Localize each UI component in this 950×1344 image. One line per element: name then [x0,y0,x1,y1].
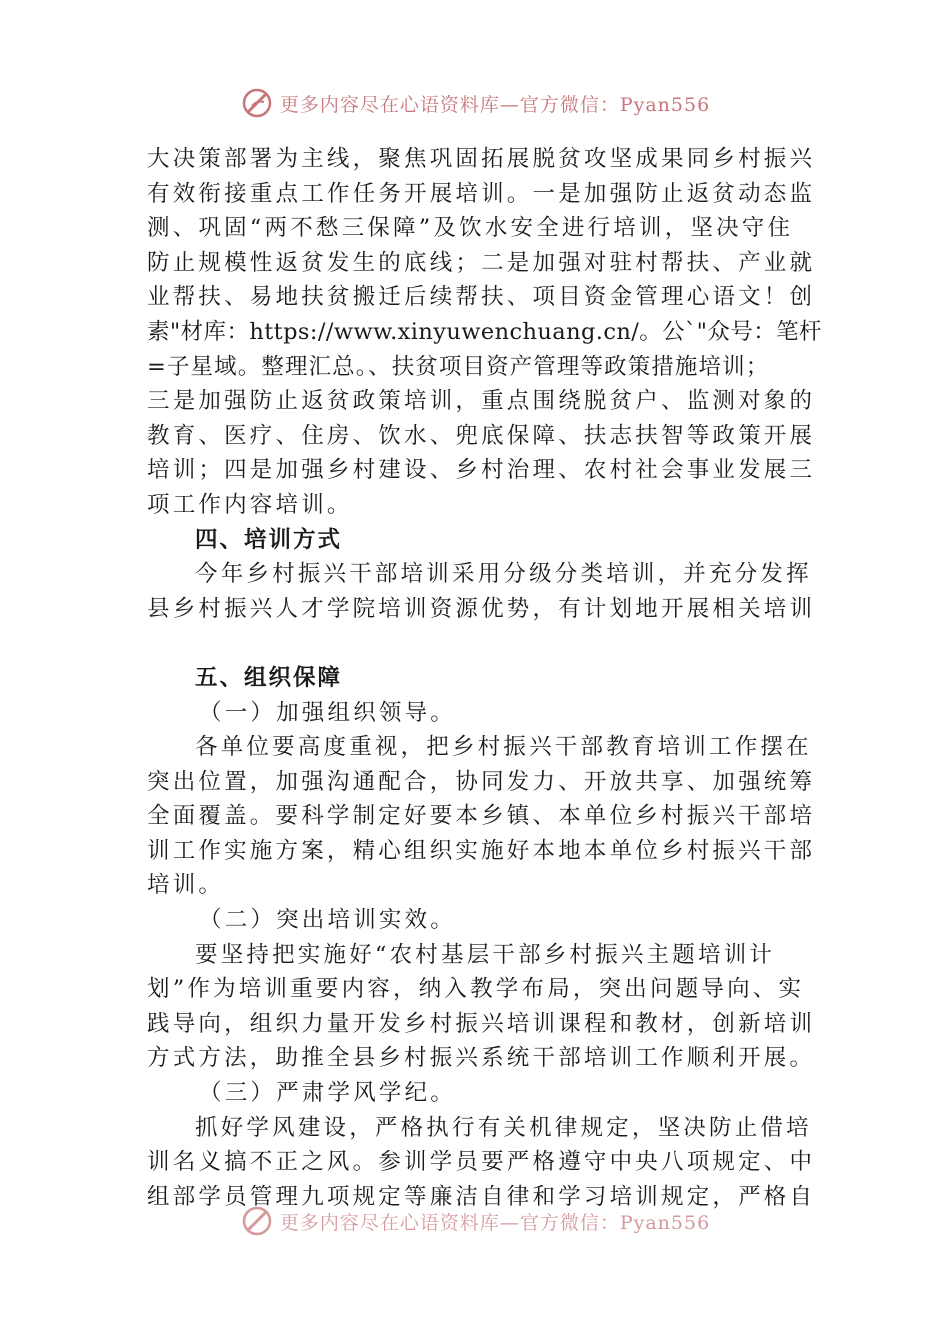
section-heading-4: 四、培训方式 [195,526,343,553]
subheading-1: （一）加强组织领导。 [199,699,457,726]
footer-watermark [0,1206,950,1236]
paragraph-line: 方式方法，助推全县乡村振兴系统干部培训工作顺利开展。 [147,1045,816,1072]
paragraph-line: 县乡村振兴人才学院培训资源优势，有计划地开展相关培训 [147,595,816,622]
paragraph-line: 践导向，组织力量开发乡村振兴培训课程和教材，创新培训 [147,1010,816,1037]
paragraph-line: 素"材库：https://www.xinyuwenchuang.cn/。公`"众号：笔杆 [147,318,822,345]
paragraph-line: 大决策部署为主线，聚焦巩固拓展脱贫攻坚成果同乡村振兴 [147,146,816,172]
paragraph-line: 训工作实施方案，精心组织实施好本地本单位乡村振兴干部 [147,837,816,864]
paragraph-line: 突出位置，加强沟通配合，协同发力、开放共享、加强统筹 [147,768,816,795]
paragraph-line: 教育、医疗、住房、饮水、兜底保障、扶志扶智等政策开展 [147,422,816,449]
paragraph-line: 三是加强防止返贫政策培训，重点围绕脱贫户、监测对象的 [147,388,816,415]
paragraph-line: 培训。 [147,872,225,899]
paragraph-line: 防止规模性返贫发生的底线；二是加强对驻村帮扶、产业就 [147,249,816,276]
paragraph-line: 划”作为培训重要内容，纳入教学布局，突出问题导向、实 [147,976,805,1003]
subheading-3: （三）严肃学风学纪。 [199,1080,457,1107]
watermark-text: 更多内容尽在心语资料库—官方微信：Pyan556 [279,1211,711,1234]
paragraph-line: 业帮扶、易地扶贫搬迁后续帮扶、项目资金管理心语文！创 [147,284,816,311]
header-watermark [0,86,950,120]
paragraph-line: 项工作内容培训。 [147,491,353,518]
brush-logo-icon [240,86,274,120]
paragraph-line: 训名义搞不正之风。参训学员要严格遵守中央八项规定、中 [147,1149,816,1176]
paragraph-line: 培训；四是加强乡村建设、乡村治理、农村社会事业发展三 [147,457,816,484]
paragraph-line: 各单位要高度重视，把乡村振兴干部教育培训工作摆在 [195,734,812,761]
paragraph-line: 测、巩固“两不愁三保障”及饮水安全进行培训，坚决守住 [147,215,794,242]
blank-line [147,626,817,661]
paragraph-line: 今年乡村振兴干部培训采用分级分类培训，并充分发挥 [195,561,812,588]
paragraph-line: 组部学员管理九项规定等廉洁自律和学习培训规定，严格自 [147,1183,816,1210]
paragraph-line: 抓好学风建设，严格执行有关机律规定，坚决防止借培 [195,1114,812,1141]
paragraph-line: 全面覆盖。要科学制定好要本乡镇、本单位乡村振兴干部培 [147,803,816,830]
brush-logo-icon [240,1206,274,1236]
paragraph-line: 有效衔接重点工作任务开展培训。一是加强防止返贫动态监 [147,180,816,207]
subheading-2: （二）突出培训实效。 [199,907,457,934]
paragraph-line: =子星域。整理汇总。、扶贫项目资产管理等政策措施培训； [147,353,770,380]
watermark-text: 更多内容尽在心语资料库—官方微信：Pyan556 [279,93,711,116]
document-body [147,142,822,1214]
paragraph-line: 要坚持把实施好“农村基层干部乡村振兴主题培训计 [195,941,776,968]
section-heading-5: 五、组织保障 [195,664,343,691]
